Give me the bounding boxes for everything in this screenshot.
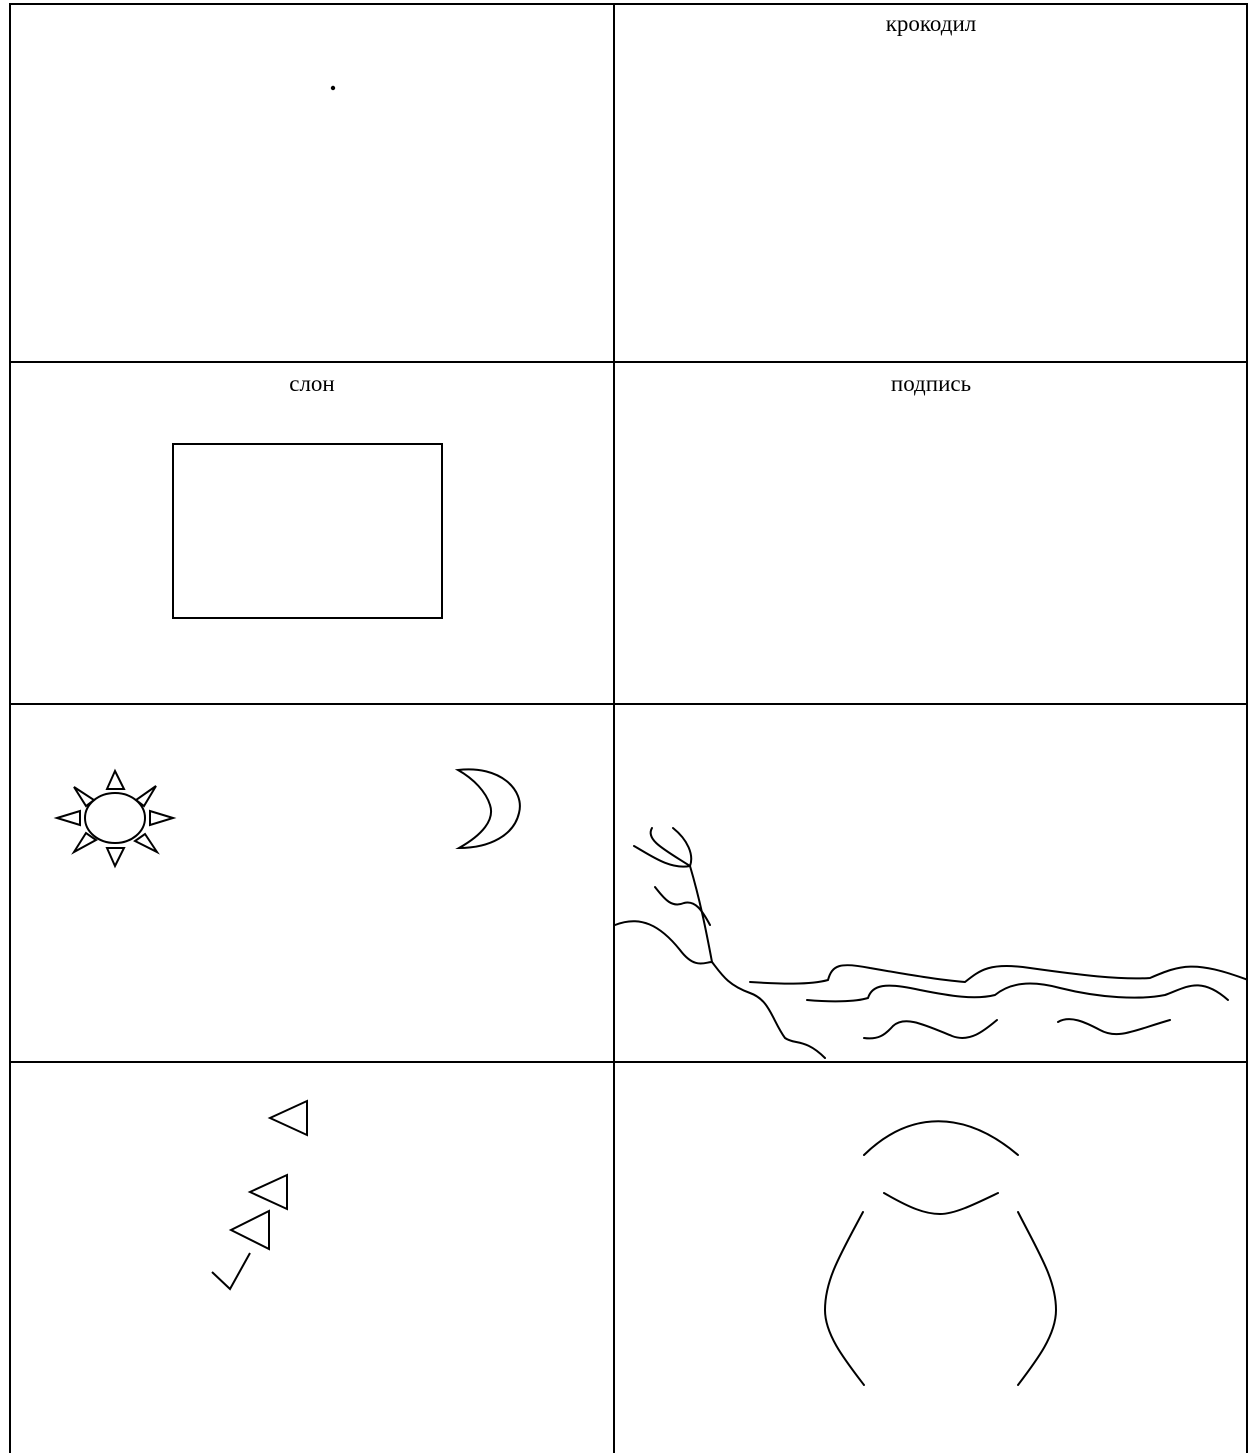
face-outline-sketch bbox=[825, 1121, 1056, 1385]
rectangle-drawing bbox=[173, 444, 442, 618]
dot-mark bbox=[331, 86, 335, 90]
triangle-arrow-sketch bbox=[212, 1101, 307, 1289]
river-landscape-sketch bbox=[615, 828, 1248, 1058]
cell-4-label: подпись bbox=[890, 371, 972, 396]
cell-2-label: крокодил bbox=[885, 11, 977, 36]
cell-3-label: слон bbox=[289, 371, 335, 396]
moon-icon bbox=[458, 769, 520, 848]
sun-icon bbox=[57, 771, 173, 866]
